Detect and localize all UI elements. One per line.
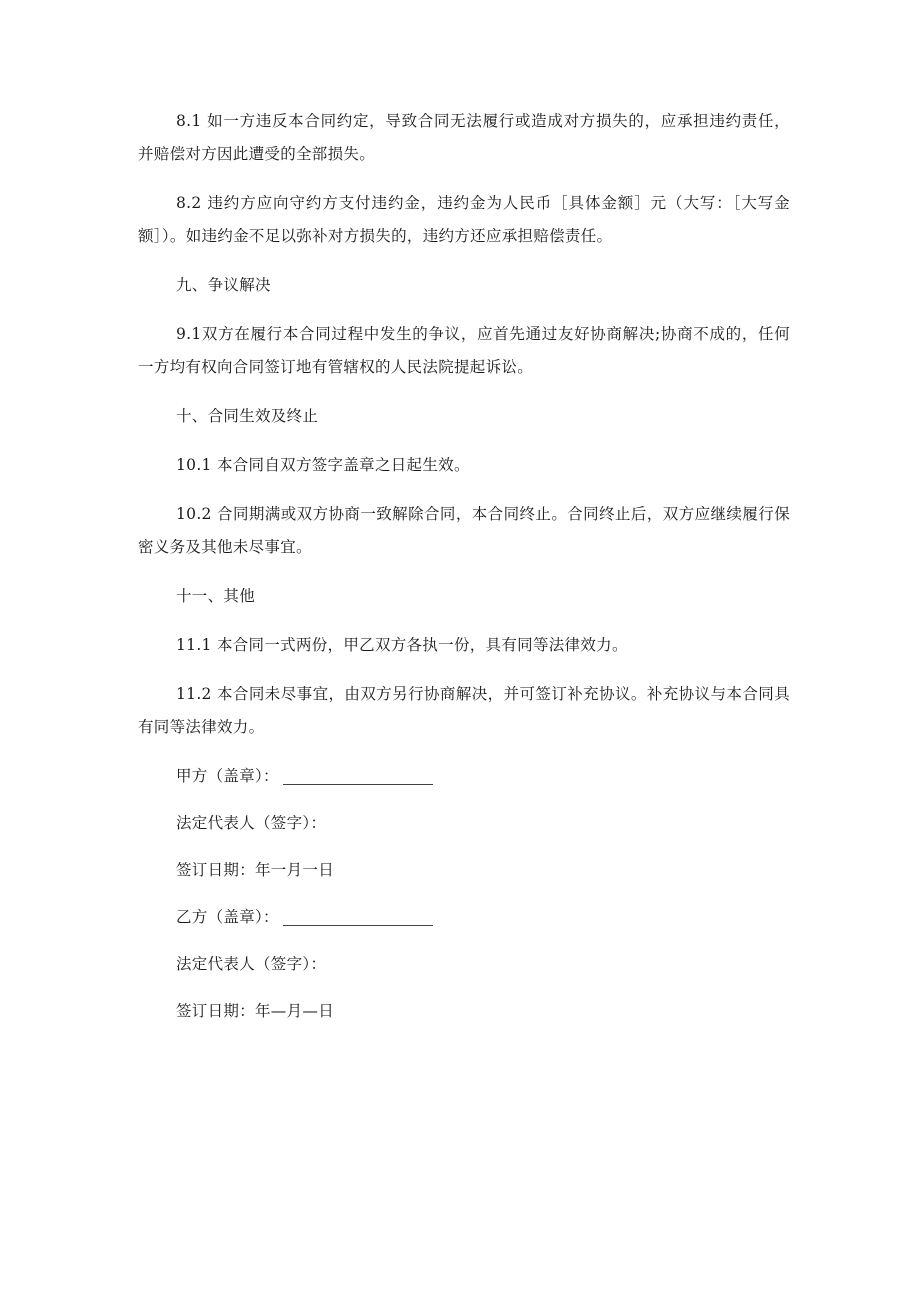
clause-9-1: 9.1双方在履行本合同过程中发生的争议，应首先通过友好协商解决;协商不成的，任何一方均有权向合同签订地有管辖权的人民法院提起诉讼。 <box>138 325 790 376</box>
party-b-seal-label: 乙方（盖章）： <box>176 908 279 926</box>
party-a-date-line <box>138 854 790 887</box>
section-heading-9: 九、争议解决 <box>176 276 271 294</box>
clause-11-2: 11.2 本合同未尽事宜，由双方另行协商解决，并可签订补充协议。补充协议与本合同具有同等法律效力。 <box>138 685 790 736</box>
clause-10-2: 10.2 合同期满或双方协商一致解除合同，本合同终止。合同终止后，双方应继续履行保密义务及其他未尽事宜。 <box>138 505 790 556</box>
section-heading-11: 十一、其他 <box>176 587 256 605</box>
party-b-rep-label: 法定代表人（签字）： <box>176 955 327 973</box>
party-a-seal-line <box>138 760 790 793</box>
party-a-rep-line <box>138 807 790 840</box>
contract-page <box>138 105 790 1042</box>
clause-8-2: 8.2 违约方应向守约方支付违约金，违约金为人民币［具体金额］元（大写：［大写金额］）。如违约金不足以弥补对方损失的，违约方还应承担赔偿责任。 <box>138 194 790 245</box>
party-b-rep-line <box>138 948 790 981</box>
party-a-seal-label: 甲方（盖章）： <box>176 767 279 785</box>
clause-11-1: 11.1 本合同一式两份，甲乙双方各执一份，具有同等法律效力。 <box>176 636 628 654</box>
party-b-date-label: 签订日期：年—月—日 <box>176 1002 335 1020</box>
section-heading-10: 十、合同生效及终止 <box>176 407 319 425</box>
party-b-seal-line <box>138 901 790 934</box>
party-a-seal-blank <box>283 764 433 785</box>
party-b-seal-blank <box>283 905 433 926</box>
party-a-rep-label: 法定代表人（签字）： <box>176 814 327 832</box>
clause-8-1: 8.1 如一方违反本合同约定，导致合同无法履行或造成对方损失的，应承担违约责任，并赔偿对方因此遭受的全部损失。 <box>138 112 790 163</box>
clause-10-1: 10.1 本合同自双方签字盖章之日起生效。 <box>176 456 470 474</box>
party-a-date-label: 签订日期：年一月一日 <box>176 861 335 879</box>
party-b-date-line <box>138 995 790 1028</box>
